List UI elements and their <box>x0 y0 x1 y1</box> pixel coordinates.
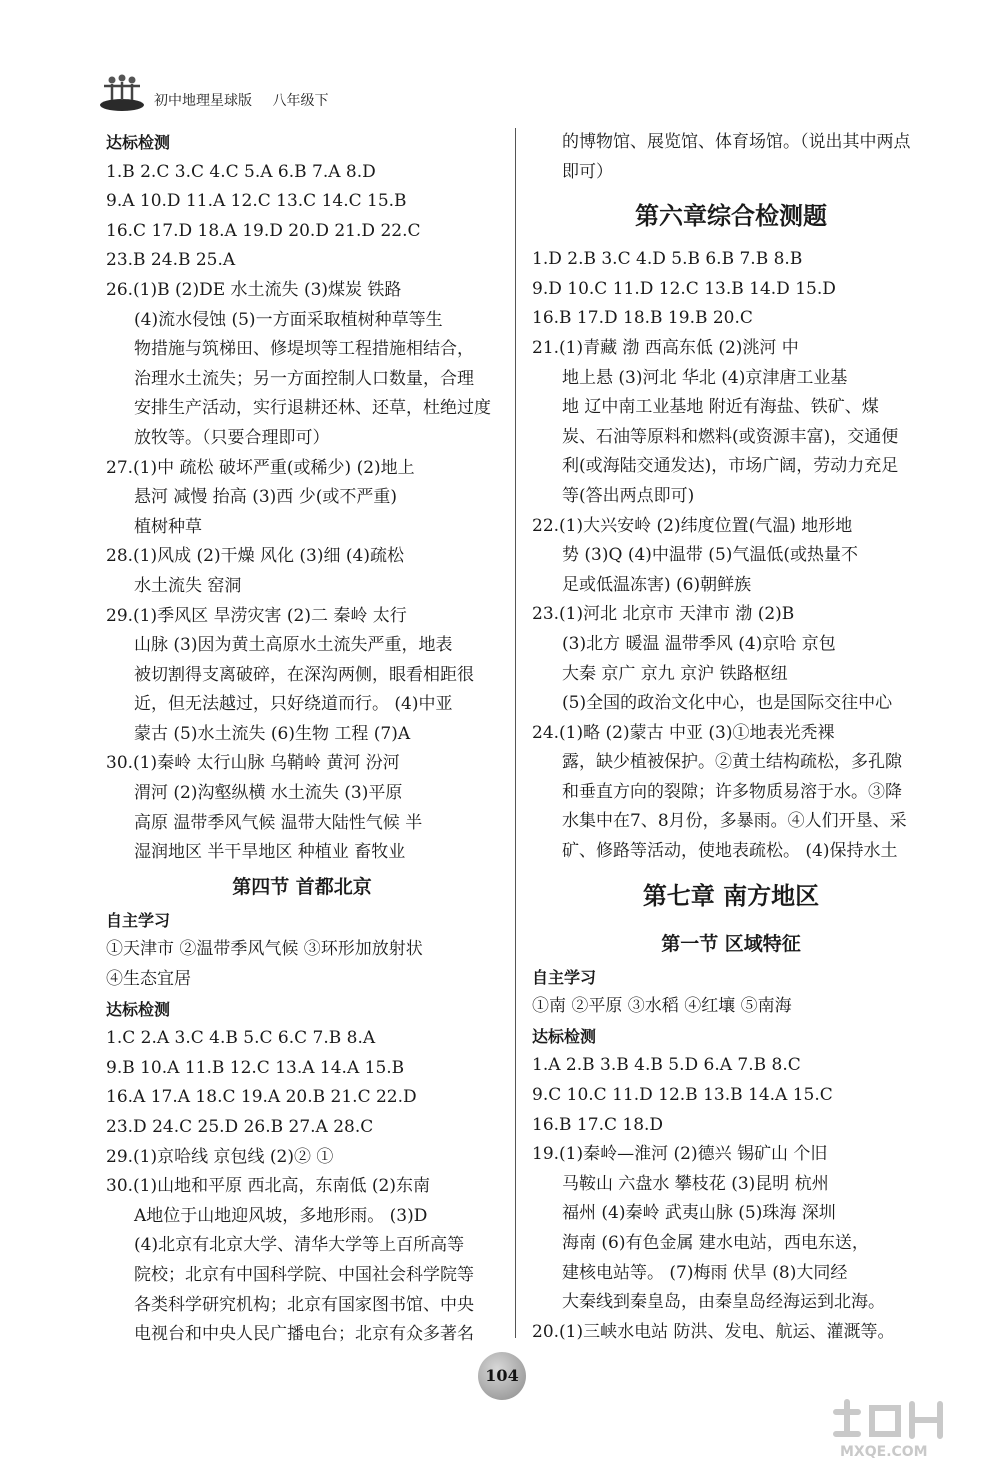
header-text <box>154 90 328 110</box>
subsection-label: 达标检测 <box>532 1026 597 1046</box>
answer-line: 16.A 17.A 18.C 19.A 20.B 21.C 22.D <box>106 1087 417 1108</box>
svg-text:MXQE.COM: MXQE.COM <box>840 1444 928 1460</box>
answer-line: 9.B 10.A 11.B 12.C 13.A 14.A 15.B <box>106 1057 405 1078</box>
answer-line: (3)北方 暖温 温带季风 (4)京哈 京包 <box>562 633 836 654</box>
watermark-logo-icon <box>828 1394 958 1460</box>
answer-line: 16.C 17.D 18.A 19.D 20.D 21.D 22.C <box>106 220 421 241</box>
answer-line: 9.A 10.D 11.A 12.C 13.C 14.C 15.B <box>106 191 407 212</box>
answer-line: 地上悬 (3)河北 华北 (4)京津唐工业基 <box>562 367 848 388</box>
answer-line: 马鞍山 六盘水 攀枝花 (3)昆明 杭州 <box>562 1173 829 1194</box>
answer-line: 电视台和中央人民广播电台；北京有众多著名 <box>134 1324 474 1345</box>
book-title: 初中地理星球版 <box>154 93 252 109</box>
answer-line: (4)流水侵蚀 (5)一方面采取植树种草等生 <box>134 309 443 330</box>
answer-line: 炭、石油等原料和燃料(或资源丰富)，交通便 <box>562 426 899 447</box>
answer-line: 湿润地区 半干旱地区 种植业 畜牧业 <box>134 842 406 863</box>
answer-line: 28.(1)风成 (2)干燥 风化 (3)细 (4)疏松 <box>106 546 404 567</box>
answer-line: 16.B 17.D 18.B 19.B 20.C <box>532 308 753 329</box>
answer-line: 16.B 17.C 18.D <box>532 1114 664 1135</box>
answer-line: 26.(1)B (2)DE 水土流失 (3)煤炭 铁路 <box>106 279 402 300</box>
answer-line: 1.A 2.B 3.B 4.B 5.D 6.A 7.B 8.C <box>532 1055 801 1076</box>
answer-line: ①南 ②平原 ③水稻 ④红壤 ⑤南海 <box>532 996 792 1017</box>
page-number: 104 <box>478 1352 526 1400</box>
answer-line: 院校；北京有中国科学院、中国社会科学院等 <box>134 1264 474 1285</box>
answer-line: 水土流失 窑洞 <box>134 575 242 596</box>
answer-line: 的博物馆、展览馆、体育场馆。（说出其中两点 <box>562 132 911 152</box>
answer-line: 大秦线到秦皇岛，由秦皇岛经海运到北海。 <box>562 1292 885 1313</box>
book-logo-icon <box>98 72 146 112</box>
answer-line: 放牧等。（只要合理即可） <box>134 427 330 448</box>
answer-line: 30.(1)山地和平原 西北高，东南低 (2)东南 <box>106 1176 431 1197</box>
answer-line: 29.(1)季风区 旱涝灾害 (2)二 秦岭 太行 <box>106 605 407 626</box>
answer-line: ④生态宜居 <box>106 969 191 990</box>
answer-line: 建核电站等。 (7)梅雨 伏旱 (8)大同经 <box>562 1262 848 1283</box>
section-heading: 第一节 区域特征 <box>661 932 801 955</box>
answer-line: 高原 温带季风气候 温带大陆性气候 半 <box>134 812 423 833</box>
answer-line: 24.(1)略 (2)蒙古 中亚 (3)①地表光秃裸 <box>532 722 835 743</box>
answer-line: 海南 (6)有色金属 建水电站，西电东送， <box>562 1233 869 1253</box>
answer-line: 近，但无法越过，只好绕道而行。 (4)中亚 <box>134 694 453 715</box>
left-column <box>106 128 498 1350</box>
answer-line: 22.(1)大兴安岭 (2)纬度位置(气温) 地形地 <box>532 515 853 536</box>
subsection-label: 达标检测 <box>106 133 171 152</box>
answer-line: 露，缺少植被保护。②黄土结构疏松，多孔隙 <box>562 752 902 773</box>
page-header <box>98 72 518 116</box>
chapter-heading: 第六章综合检测题 <box>635 202 827 231</box>
answer-line: 30.(1)秦岭 太行山脉 乌鞘岭 黄河 汾河 <box>106 753 400 774</box>
answer-line: 9.D 10.C 11.D 12.C 13.B 14.D 15.D <box>532 278 836 299</box>
column-divider <box>515 128 516 1338</box>
answer-line: 治理水土流失；另一方面控制人口数量，合理 <box>134 368 474 389</box>
answer-line: 9.C 10.C 11.D 12.B 13.B 14.A 15.C <box>532 1085 833 1106</box>
answer-line: 物措施与筑梯田、修堤坝等工程措施相结合， <box>134 339 474 360</box>
subsection-label: 达标检测 <box>106 999 171 1019</box>
answer-line: (5)全国的政治文化中心，也是国际交往中心 <box>562 693 893 714</box>
answer-line: 蒙古 (5)水土流失 (6)生物 工程 (7)A <box>134 723 411 744</box>
answer-line: 大秦 京广 京九 京沪 铁路枢纽 <box>562 663 788 684</box>
answer-line: 安排生产活动，实行退耕还林、还草，杜绝过度 <box>134 398 491 419</box>
answer-line: 21.(1)青藏 渤 西高东低 (2)洮河 中 <box>532 337 799 358</box>
answer-line: 1.B 2.C 3.C 4.C 5.A 6.B 7.A 8.D <box>106 161 376 182</box>
answer-line: 利(或海陆交通发达)，市场广阔，劳动力充足 <box>562 456 899 477</box>
answer-line: 福州 (4)秦岭 武夷山脉 (5)珠海 深圳 <box>562 1203 836 1224</box>
answer-line: 和垂直方向的裂隙；许多物质易溶于水。③降 <box>562 781 902 802</box>
subsection-label: 自主学习 <box>106 910 171 930</box>
answer-line: 即可） <box>562 161 613 182</box>
answer-line: 1.C 2.A 3.C 4.B 5.C 6.C 7.B 8.A <box>106 1028 376 1049</box>
answer-line: 23.(1)河北 北京市 天津市 渤 (2)B <box>532 604 795 625</box>
answer-line: 19.(1)秦岭—淮河 (2)德兴 锡矿山 个旧 <box>532 1144 828 1165</box>
answer-line: 被切割得支离破碎，在深沟两侧，眼看相距很 <box>134 664 474 685</box>
answer-line: 1.D 2.B 3.C 4.D 5.B 6.B 7.B 8.B <box>532 249 803 270</box>
answer-line: 水集中在7、8月份，多暴雨。④人们开垦、采 <box>562 811 907 832</box>
answer-line: 植树种草 <box>134 516 202 537</box>
answer-line: 山脉 (3)因为黄土高原水土流失严重，地表 <box>134 635 453 656</box>
right-column <box>532 128 930 1347</box>
answer-line: 悬河 减慢 抬高 (3)西 少(或不严重) <box>134 487 397 508</box>
answer-line: 地 辽中南工业基地 附近有海盐、铁矿、煤 <box>562 397 879 418</box>
answer-line: 矿、修路等活动，使地表疏松。 (4)保持水土 <box>562 841 898 862</box>
answer-line: 20.(1)三峡水电站 防洪、发电、航运、灌溉等。 <box>532 1321 895 1342</box>
subsection-label: 自主学习 <box>532 967 597 987</box>
answer-line: 23.D 24.C 25.D 26.B 27.A 28.C <box>106 1117 374 1137</box>
answer-line: A地位于山地迎风坡，多地形雨。 (3)D <box>134 1205 428 1226</box>
answer-line: 势 (3)Q (4)中温带 (5)气温低(或热量不 <box>562 545 859 566</box>
grade-label: 八年级下 <box>272 93 329 109</box>
answer-line: 足或低温冻害) (6)朝鲜族 <box>562 574 752 595</box>
answer-line: 渭河 (2)沟壑纵横 水土流失 (3)平原 <box>134 783 403 804</box>
answer-line: 27.(1)中 疏松 破坏严重(或稀少) (2)地上 <box>106 457 415 478</box>
answer-line: ①天津市 ②温带季风气候 ③环形加放射状 <box>106 939 423 960</box>
section-heading: 第四节 首都北京 <box>232 875 372 898</box>
answer-line: (4)北京有北京大学、清华大学等上百所高等 <box>134 1235 465 1256</box>
answer-line: 23.B 24.B 25.A <box>106 250 236 271</box>
chapter-heading: 第七章 南方地区 <box>642 881 820 910</box>
answer-line: 29.(1)京哈线 京包线 (2)② ① <box>106 1146 334 1167</box>
answer-line: 各类科学研究机构；北京有国家图书馆、中央 <box>134 1294 474 1315</box>
answer-line: 等(答出两点即可) <box>562 485 695 506</box>
